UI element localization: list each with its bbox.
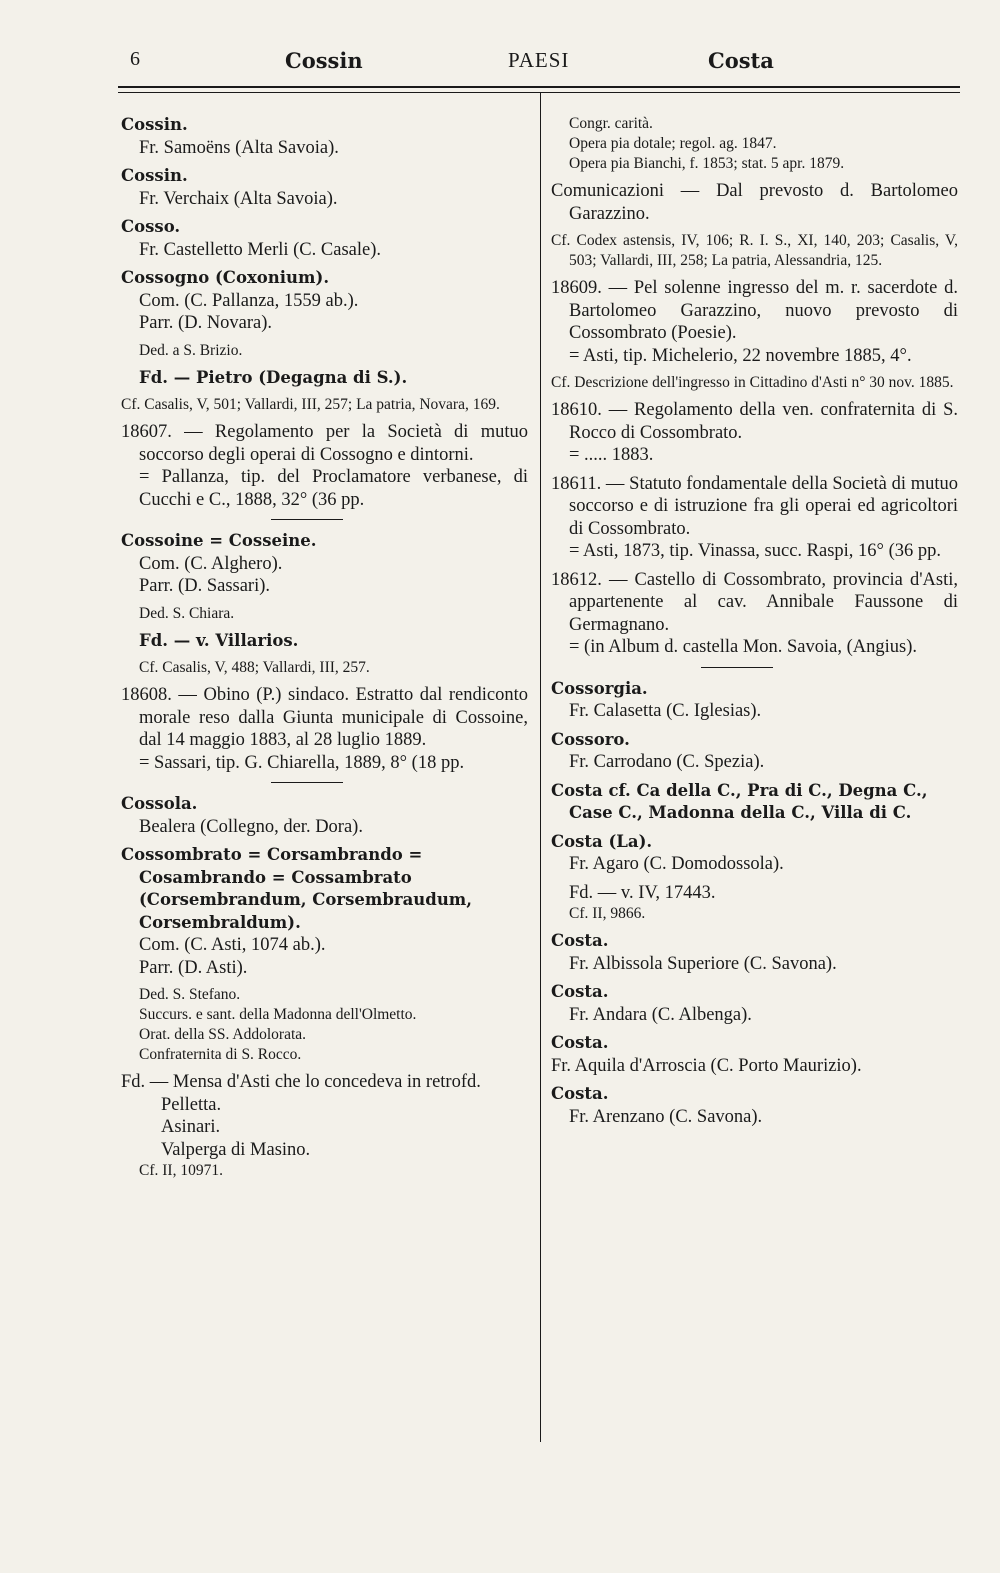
reference-line: Cf. Casalis, V, 488; Vallardi, III, 257. <box>139 659 370 676</box>
bibliography-entry: 18608. — Obino (P.) sindaco. Estratto dal rendiconto morale reso dalla Giunta municipale di Cossoine, dal 14 maggio 1883, al 28 luglio 1889. <box>121 685 528 750</box>
entry-line: Ded. a S. Brizio. <box>139 341 243 359</box>
entry-line: Fr. Samoëns (Alta Savoia). <box>139 137 339 158</box>
entry-heading: Cossorgia. <box>551 678 648 698</box>
imprint-line: = ..... 1883. <box>569 445 654 465</box>
bibliography-entry: 18607. — Regolamento per la Società di mutuo soccorso degli operai di Cossogno e dintorni. <box>121 422 528 465</box>
bibliography-entry: 18612. — Castello di Cossombrato, provincia d'Asti, appartenente al cav. Annibale Faussone di Germagnano. <box>551 569 958 635</box>
entry-line: Fr. Carrodano (C. Spezia). <box>569 752 765 772</box>
entry-line: Parr. (D. Sassari). <box>139 576 271 596</box>
entry-heading: Costa cf. Ca della C., Pra di C., Degna C., Case C., Madonna della C., Villa di C. <box>551 780 928 822</box>
reference-line: Cf. Descrizione dell'ingresso in Cittadino d'Asti n° 30 nov. 1885. <box>551 374 954 391</box>
entry-line: Fr. Andara (C. Albenga). <box>569 1004 752 1025</box>
left-running-head: Cossin <box>285 48 363 73</box>
entry-line: Ded. S. Stefano. <box>139 986 241 1003</box>
entry-line: Opera pia dotale; regol. ag. 1847. <box>569 135 777 152</box>
entry-line: Succurs. e sant. della Madonna dell'Olmetto. <box>139 1006 417 1023</box>
entry-line: Parr. (D. Novara). <box>139 313 273 333</box>
entry-heading: Costa. <box>551 982 609 1001</box>
header-rule <box>118 86 960 88</box>
bibliography-entry: 18611. — Statuto fondamentale della Società di mutuo soccorso e di istruzione fra gli operai ed agricoltori di Cossombrato. <box>551 473 958 539</box>
entry-line: Fd. — v. IV, 17443. <box>569 882 716 903</box>
entry-line: Fr. Albissola Superiore (C. Savona). <box>569 953 837 974</box>
right-column <box>551 114 958 1134</box>
entry-line: Fr. Arenzano (C. Savona). <box>569 1106 763 1127</box>
reference-line: Cf. Codex astensis, IV, 106; R. I. S., XI, 140, 203; Casalis, V, 503; Vallardi, III, 258; La patria, Alessandria, 125. <box>551 232 958 269</box>
section-separator <box>701 667 773 668</box>
reference-line: Cf. Casalis, V, 501; Vallardi, III, 257; La patria, Novara, 169. <box>121 396 500 413</box>
entry-line: Ded. S. Chiara. <box>139 604 235 622</box>
entry-heading: Costa. <box>551 931 609 950</box>
header-rule-thin <box>118 92 960 93</box>
entry-line: Fr. Calasetta (C. Iglesias). <box>569 701 762 721</box>
entry-line: Fr. Verchaix (Alta Savoia). <box>139 188 338 209</box>
column-divider <box>540 92 541 1442</box>
right-running-head: Costa <box>708 48 774 73</box>
entry-heading: Costa. <box>551 1033 609 1052</box>
entry-line: Com. (C. Asti, 1074 ab.). <box>139 935 326 955</box>
entry-line: Orat. della SS. Addolorata. <box>139 1026 307 1043</box>
section-separator <box>271 782 343 783</box>
entry-line: Com. (C. Pallanza, 1559 ab.). <box>139 290 359 311</box>
entry-line: Valperga di Masino. <box>161 1139 311 1160</box>
entry-line: Fd. — v. Villarios. <box>139 630 299 650</box>
entry-heading: Cossola. <box>121 794 198 813</box>
entry-heading: Cossoro. <box>551 729 630 749</box>
entry-heading: Cossin. <box>121 115 188 134</box>
entry-line: Bealera (Collegno, der. Dora). <box>139 816 363 837</box>
left-column <box>121 114 528 1181</box>
imprint-line: = Asti, 1873, tip. Vinassa, succ. Raspi, 16° (36 pp. <box>569 541 941 561</box>
entry-line: Fr. Agaro (C. Domodossola). <box>569 854 784 874</box>
entry-line: Congr. carità. <box>569 115 653 132</box>
entry-line: Fr. Castelletto Merli (C. Casale). <box>139 239 381 260</box>
entry-line: Opera pia Bianchi, f. 1853; stat. 5 apr. 1879. <box>569 155 845 172</box>
entry-line: Fd. — Mensa d'Asti che lo concedeva in retrofd. <box>121 1072 481 1092</box>
entry-line: Pelletta. <box>161 1094 222 1115</box>
bibliography-entry: 18609. — Pel solenne ingresso del m. r. sacerdote d. Bartolomeo Garazzino, nuovo prevosto di Cossombrato (Poesie). <box>551 278 958 343</box>
entry-line: Confraternita di S. Rocco. <box>139 1046 302 1063</box>
reference-line: Cf. II, 10971. <box>139 1162 223 1179</box>
entry-line: Com. (C. Alghero). <box>139 553 283 574</box>
page-number: 6 <box>130 48 140 70</box>
imprint-line: = Asti, tip. Michelerio, 22 novembre 1885, 4°. <box>569 345 912 366</box>
entry-heading: Cosso. <box>121 217 181 236</box>
section-separator <box>271 519 343 520</box>
bibliography-entry: 18610. — Regolamento della ven. confraternita di S. Rocco di Cossombrato. <box>551 400 958 443</box>
page-title: PAESI <box>508 48 570 72</box>
entry-heading: Costa. <box>551 1084 609 1103</box>
entry-heading: Cossogno (Coxonium). <box>121 268 330 287</box>
entry-line: Comunicazioni — Dal prevosto d. Bartolomeo Garazzino. <box>551 181 958 224</box>
entry-line: Fd. — Pietro (Degagna di S.). <box>139 367 408 387</box>
entry-heading: Cossoine = Cosseine. <box>121 531 317 550</box>
entry-heading: Costa (La). <box>551 831 653 851</box>
entry-line: Asinari. <box>161 1117 221 1137</box>
imprint-line: = Sassari, tip. G. Chiarella, 1889, 8° (18 pp. <box>139 752 465 773</box>
entry-line: Fr. Aquila d'Arroscia (C. Porto Maurizio). <box>551 1055 862 1076</box>
entry-heading: Cossombrato = Corsambrando = Cosambrando = Cossambrato (Corsembrandum, Corsembraudum, Corsembraldum). <box>121 845 473 932</box>
entry-line: Parr. (D. Asti). <box>139 957 248 978</box>
reference-line: Cf. II, 9866. <box>569 905 646 922</box>
imprint-line: = Pallanza, tip. del Proclamatore verbanese, di Cucchi e C., 1888, 32° (36 pp. <box>139 467 528 510</box>
entry-heading: Cossin. <box>121 166 188 185</box>
imprint-line: = (in Album d. castella Mon. Savoia, (Angius). <box>569 637 918 657</box>
